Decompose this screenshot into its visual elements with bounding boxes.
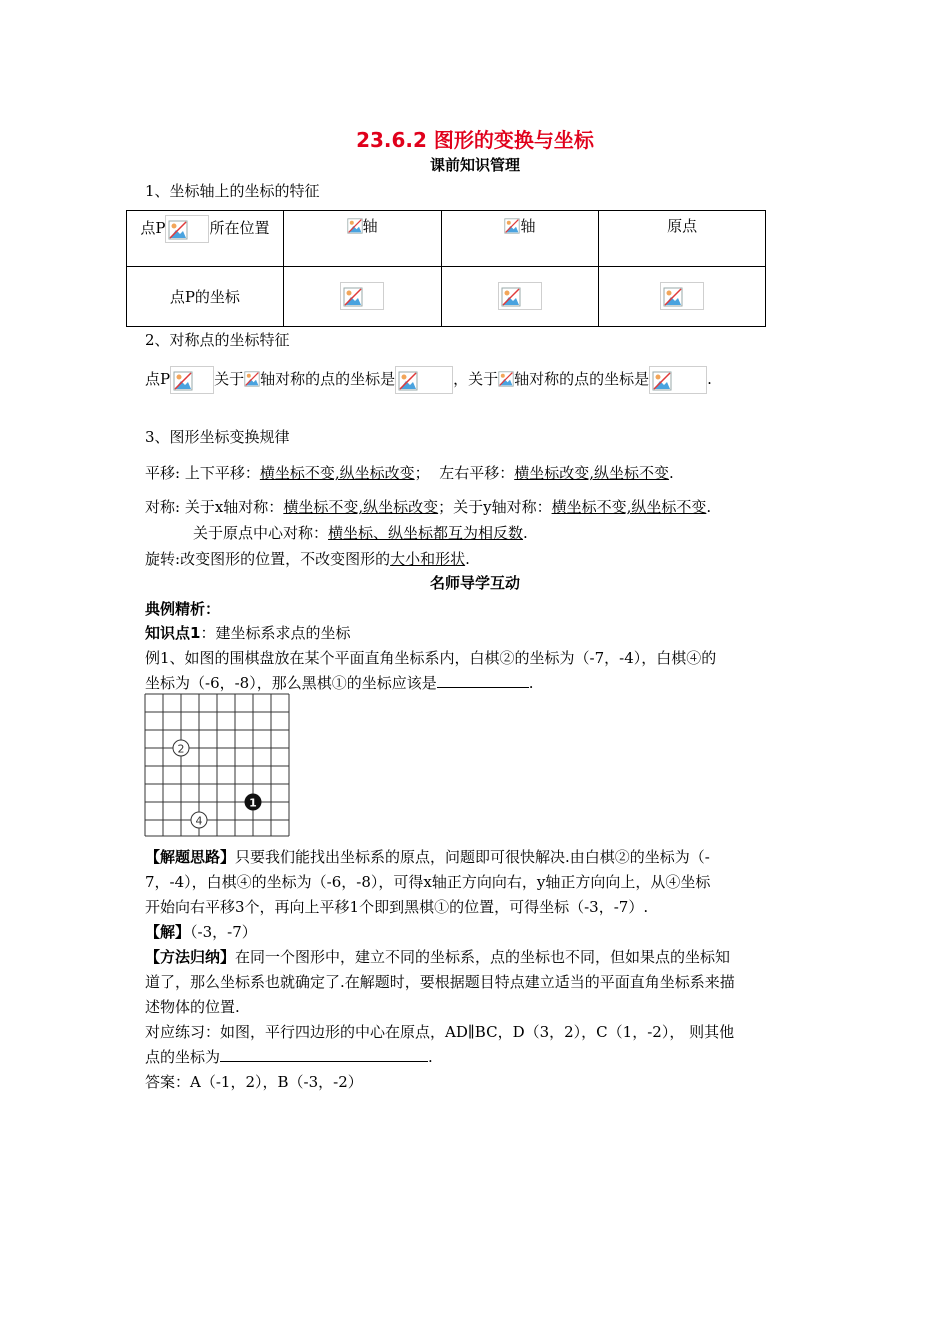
section-heading-pre-class: 课前知识管理 <box>429 156 520 174</box>
method-line3: 述物体的位置. <box>145 998 240 1016</box>
text: . <box>523 524 528 542</box>
image-placeholder-icon <box>347 218 363 236</box>
example-1-line1: 例1、如图的围棋盘放在某个平面直角坐标系内，白棋②的坐标为（-7，-4），白棋④的 <box>145 649 717 667</box>
text: 对称: <box>145 498 181 516</box>
table-header-cell <box>599 211 766 267</box>
image-placeholder-icon <box>340 282 384 310</box>
coordinate-axis-table <box>126 210 766 327</box>
table-label: 所在位置 <box>209 219 270 237</box>
go-board <box>143 692 291 838</box>
text: 上下平移： <box>184 464 260 482</box>
text: . <box>528 674 534 692</box>
practice-line1: 对应练习：如图，平行四边形的中心在原点，AD∥BC，D（3，2），C（1，-2）， 则其他 <box>145 1023 735 1041</box>
image-placeholder-icon <box>649 366 707 394</box>
text: ； <box>414 464 430 482</box>
image-placeholder-icon <box>498 282 542 310</box>
stone-label: 4 <box>195 814 203 828</box>
text: ，关于 <box>453 370 499 388</box>
text: 点的坐标为 <box>145 1048 221 1066</box>
symmetry-rule <box>145 496 711 517</box>
table-row-label <box>127 267 284 327</box>
table-label: 点P的坐标 <box>169 287 240 306</box>
rotation-rule <box>145 548 470 569</box>
text: 平移: <box>145 464 181 482</box>
text: 关于原点中心对称： <box>193 524 329 542</box>
text: 旋转: <box>145 550 181 568</box>
text: ；关于y轴对称： <box>438 498 552 516</box>
answer-line: 答案：A（-1，2），B（-3，-2） <box>145 1073 363 1091</box>
text: 横坐标改变,纵坐标不变 <box>514 464 669 482</box>
text: 横坐标不变,纵坐标不变 <box>551 498 707 516</box>
table-header-cell <box>441 211 599 267</box>
text: 左右平移： <box>439 464 515 482</box>
knowledge-point-1 <box>145 622 350 643</box>
solution <box>145 921 257 942</box>
text: 【解题思路】 <box>145 848 236 866</box>
item-2: 2、对称点的坐标特征 <box>145 331 290 349</box>
item-3: 3、图形坐标变换规律 <box>145 428 290 446</box>
image-placeholder-icon <box>170 366 214 394</box>
table-cell <box>441 267 599 327</box>
text: 关于 <box>214 370 245 388</box>
black-stone-1 <box>245 794 262 811</box>
text: 改变图形的位置，不改变图形的 <box>180 550 391 568</box>
text: 在同一个图形中，建立不同的坐标系，点的坐标也不同，但如果点的坐标知 <box>235 948 731 966</box>
text: 轴对称的点的坐标是 <box>514 370 650 388</box>
example-1-line2 <box>145 672 534 693</box>
thinking-line2: 7，-4），白棋④的坐标为（-6，-8），可得x轴正方向向右，y轴正方向向上，从④坐标 <box>145 873 711 891</box>
text: 坐标为（-6，-8），那么黑棋①的坐标应该是 <box>145 674 437 692</box>
text: 只要我们能找出坐标系的原点，问题即可很快解决.由白棋②的坐标为（- <box>235 848 710 866</box>
answer-blank <box>220 1047 428 1062</box>
stone-label: 1 <box>249 796 257 810</box>
table-cell <box>599 267 766 327</box>
symmetry-line <box>145 366 712 394</box>
thinking-line3: 开始向右平移3个，再向上平移1个即到黑棋①的位置，可得坐标（-3，-7）. <box>145 898 649 916</box>
text: . <box>706 498 712 516</box>
table-header-cell <box>127 211 284 267</box>
text: 【解】 <box>145 923 191 941</box>
examples-heading: 典例精析： <box>145 600 221 618</box>
section-heading-guided: 名师导学互动 <box>429 574 520 592</box>
method-line1 <box>145 946 730 967</box>
white-stone-4 <box>191 812 207 828</box>
table-header-cell <box>283 211 441 267</box>
table-label: 点P <box>140 219 166 237</box>
text: 横坐标不变,纵坐标改变 <box>259 464 415 482</box>
text: 轴对称的点的坐标是 <box>260 370 396 388</box>
text: 知识点1 <box>145 624 201 642</box>
text: 关于x轴对称： <box>184 498 284 516</box>
white-stone-2 <box>173 740 189 756</box>
stone-label: 2 <box>177 742 185 756</box>
translation-rule <box>145 462 674 483</box>
answer-blank <box>437 673 529 688</box>
table-label: 轴 <box>362 217 378 235</box>
image-placeholder-icon <box>165 215 209 243</box>
image-placeholder-icon <box>395 366 453 394</box>
image-placeholder-icon <box>504 218 520 236</box>
text: 大小和形状 <box>390 550 466 568</box>
text: ：建坐标系求点的坐标 <box>200 624 351 642</box>
text: 点P <box>145 370 171 388</box>
text: . <box>428 1048 433 1066</box>
table-label: 原点 <box>667 217 698 235</box>
text: 横坐标不变,纵坐标改变 <box>283 498 439 516</box>
method-line2: 道了，那么坐标系也就确定了.在解题时，要根据题目特点建立适当的平面直角坐标系来描 <box>145 973 735 991</box>
text: . <box>465 550 470 568</box>
page-title: 23.6.2 图形的变换与坐标 <box>356 128 594 152</box>
image-placeholder-icon <box>244 371 260 389</box>
item-1: 1、坐标轴上的坐标的特征 <box>145 182 320 200</box>
text: （-3，-7） <box>190 923 257 941</box>
thinking-line1 <box>145 846 710 867</box>
text: 横坐标、纵坐标都互为相反数 <box>328 524 524 542</box>
table-label: 轴 <box>520 217 536 235</box>
text: . <box>669 464 674 482</box>
image-placeholder-icon <box>660 282 704 310</box>
table-cell <box>283 267 441 327</box>
text: . <box>707 370 712 388</box>
text: 【方法归纳】 <box>145 948 236 966</box>
practice-line2 <box>145 1046 433 1067</box>
symmetry-rule-origin <box>193 522 528 543</box>
image-placeholder-icon <box>498 371 514 389</box>
